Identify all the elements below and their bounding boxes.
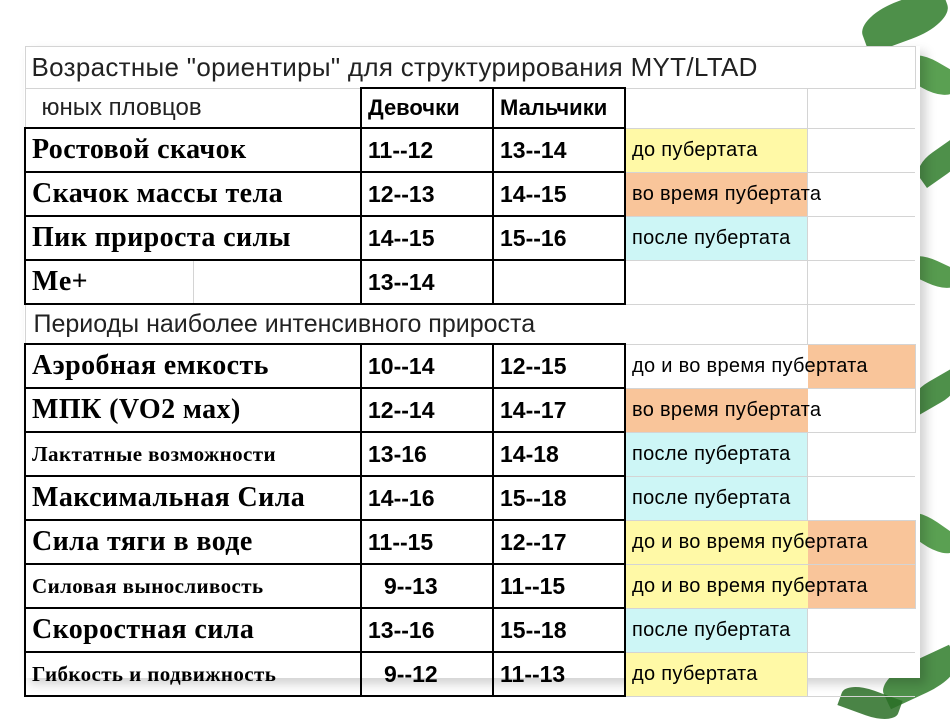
- girls-age: 11--15: [361, 520, 493, 564]
- table-row: [25, 432, 915, 476]
- section-title-row: [25, 304, 915, 344]
- subtitle-row: [25, 88, 915, 128]
- table-title: Возрастные "ориентиры" для структурирования МYT/LTAD: [25, 47, 915, 89]
- row-label: Максимальная Сила: [25, 476, 361, 520]
- girls-age: 13-16: [361, 432, 493, 476]
- girls-age: 11--12: [361, 128, 493, 172]
- header-girls: Девочки: [361, 88, 493, 128]
- table-row: [25, 216, 915, 260]
- girls-age: 13--16: [361, 608, 493, 652]
- table-row: [25, 388, 915, 432]
- table-row: [25, 260, 915, 304]
- row-label: Ростовой скачок: [25, 128, 361, 172]
- girls-age: 14--16: [361, 476, 493, 520]
- boys-age: 15--16: [493, 216, 625, 260]
- boys-age: 15--18: [493, 608, 625, 652]
- period-note: после пубертата: [625, 432, 807, 476]
- period-note: во время пубертата: [625, 388, 915, 432]
- row-label: Лактатные возможности: [25, 432, 361, 476]
- period-note: до и во время пубертата: [625, 520, 915, 564]
- girls-age: 14--15: [361, 216, 493, 260]
- girls-age: 10--14: [361, 344, 493, 388]
- boys-age: 11--13: [493, 652, 625, 696]
- row-label: Сила тяги в воде: [25, 520, 361, 564]
- boys-age: 15--18: [493, 476, 625, 520]
- period-note: после пубертата: [625, 216, 807, 260]
- girls-age: 9--12: [361, 652, 493, 696]
- girls-age: 12--13: [361, 172, 493, 216]
- period-note: после пубертата: [625, 476, 807, 520]
- boys-age: 14-18: [493, 432, 625, 476]
- ltad-table: [24, 46, 916, 697]
- title-row: [25, 47, 915, 89]
- boys-age: 12--17: [493, 520, 625, 564]
- girls-age: 12--14: [361, 388, 493, 432]
- period-note: до пубертата: [625, 128, 807, 172]
- row-label: Me+: [25, 260, 193, 304]
- row-label: Аэробная емкость: [25, 344, 361, 388]
- boys-age: 14--15: [493, 172, 625, 216]
- table-subtitle: юных пловцов: [25, 88, 361, 128]
- row-label: Силовая выносливость: [25, 564, 361, 608]
- row-label: Пик прироста силы: [25, 216, 361, 260]
- boys-age: 11--15: [493, 564, 625, 608]
- table-row: [25, 608, 915, 652]
- table-row: [25, 520, 915, 564]
- row-label: Гибкость и подвижность: [25, 652, 361, 696]
- table-row: [25, 172, 915, 216]
- boys-age: 14--17: [493, 388, 625, 432]
- period-note: до пубертата: [625, 652, 807, 696]
- boys-age: 13--14: [493, 128, 625, 172]
- girls-age: 9--13: [361, 564, 493, 608]
- period-note: во время пубертата: [625, 172, 807, 216]
- table-row: [25, 128, 915, 172]
- table-row: [25, 564, 915, 608]
- section-title: Периоды наиболее интенсивного прироста: [25, 304, 807, 344]
- row-label: МПК (VO2 мах): [25, 388, 361, 432]
- row-label: Скоростная сила: [25, 608, 361, 652]
- header-boys: Мальчики: [493, 88, 625, 128]
- row-label: Скачок массы тела: [25, 172, 361, 216]
- period-note: до и во время пубертата: [625, 564, 915, 608]
- period-note: до и во время пубертата: [625, 344, 915, 388]
- table-row: [25, 476, 915, 520]
- girls-age: 13--14: [361, 260, 493, 304]
- boys-age: 12--15: [493, 344, 625, 388]
- table-row: [25, 344, 915, 388]
- period-note: после пубертата: [625, 608, 807, 652]
- table-row: [25, 652, 915, 696]
